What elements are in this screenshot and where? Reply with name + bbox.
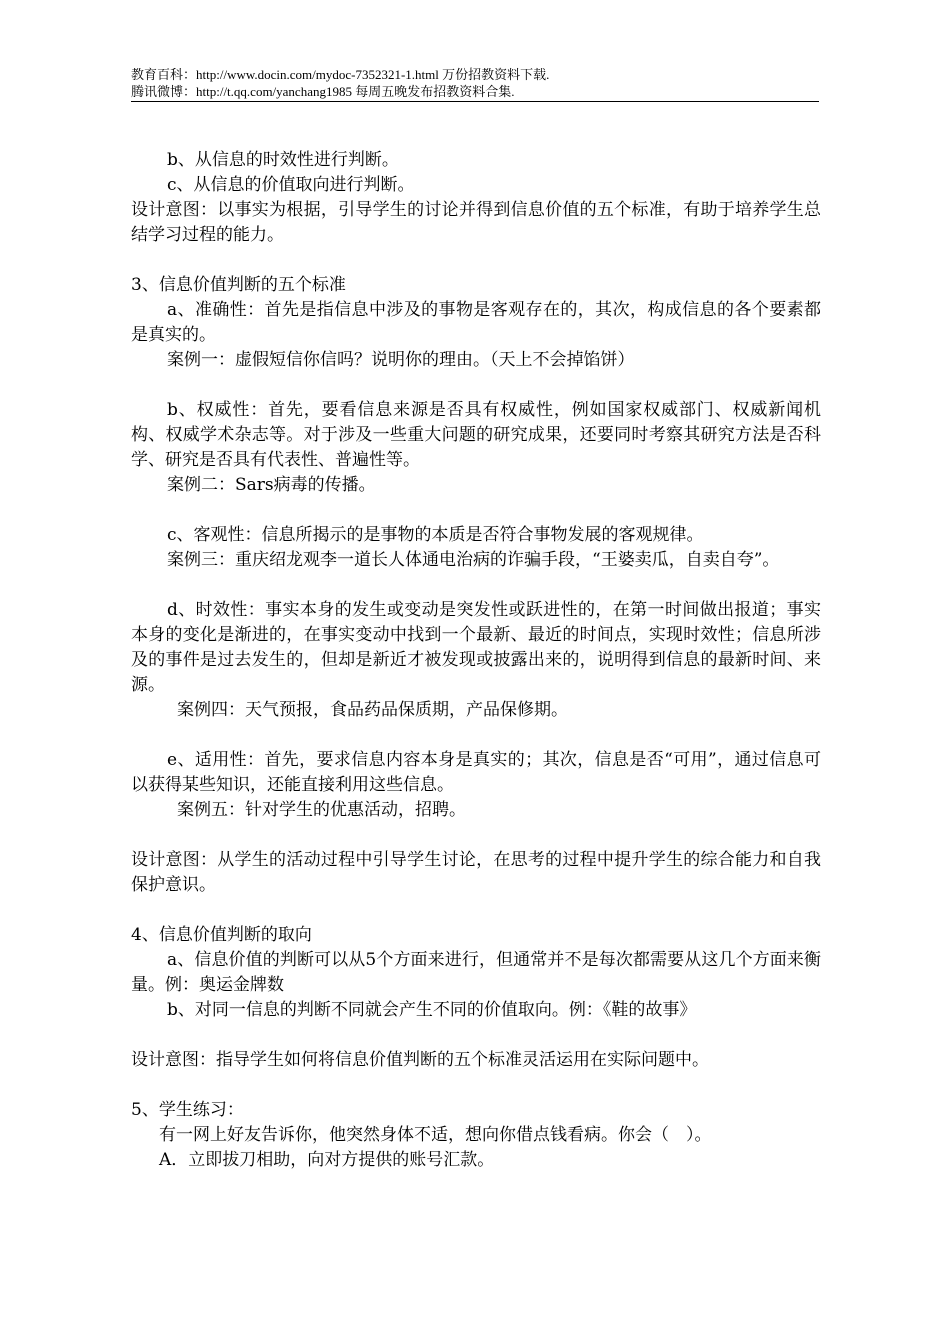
design-intent-2: 设计意图：从学生的活动过程中引导学生讨论，在思考的过程中提升学生的综合能力和自我保护意识。 — [131, 850, 821, 895]
exercise-option-a: A．立即拔刀相助，向对方提供的账号汇款。 — [159, 1150, 495, 1170]
spacer — [131, 573, 821, 598]
section-heading-5: 5、学生练习： — [131, 1100, 244, 1120]
case-3: 案例三：重庆绍龙观李一道长人体通电治病的诈骗手段，“王婆卖瓜，自卖自夸”。 — [167, 550, 780, 570]
header-line-weibo: 腾讯微博：http://t.qq.com/yanchang1985 每周五晚发布招教资料合集. — [131, 83, 515, 99]
criterion-objectivity: c、客观性：信息所揭示的是事物的本质是否符合事物发展的客观规律。 — [167, 525, 704, 545]
spacer — [131, 248, 821, 273]
page-header — [131, 67, 819, 102]
orientation-a: a、信息价值的判断可以从5个方面来进行，但通常并不是每次都需要从这几个方面来衡量。例：奥运金牌数 — [131, 950, 821, 995]
case-4: 案例四：天气预报，食品药品保质期，产品保修期。 — [177, 700, 568, 720]
case-5: 案例五：针对学生的优惠活动，招聘。 — [177, 800, 466, 820]
spacer — [131, 723, 821, 748]
paragraph-timeliness-judgment: b、从信息的时效性进行判断。 — [167, 150, 399, 170]
spacer — [131, 898, 821, 923]
case-1: 案例一：虚假短信你信吗？说明你的理由。（天上不会掉馅饼） — [167, 350, 635, 370]
header-line-docin: 教育百科：http://www.docin.com/mydoc-7352321-1.html 万份招教资料下载. — [131, 67, 550, 82]
exercise-question: 有一网上好友告诉你，他突然身体不适，想向你借点钱看病。你会（ ）。 — [159, 1125, 712, 1145]
orientation-b: b、对同一信息的判断不同就会产生不同的价值取向。例：《鞋的故事》 — [167, 1000, 697, 1020]
spacer — [131, 823, 821, 848]
criterion-accuracy: a、准确性：首先是指信息中涉及的事物是客观存在的，其次，构成信息的各个要素都是真实的。 — [131, 300, 821, 345]
spacer — [131, 1073, 821, 1098]
document-body — [131, 148, 821, 1173]
criterion-applicability: e、适用性：首先，要求信息内容本身是真实的；其次，信息是否“可用”，通过信息可以获得某些知识，还能直接利用这些信息。 — [131, 750, 821, 795]
criterion-authority: b、权威性：首先，要看信息来源是否具有权威性，例如国家权威部门、权威新闻机构、权威学术杂志等。对于涉及一些重大问题的研究成果，还要同时考察其研究方法是否科学、研究是否具有代表性、普遍性等。 — [131, 400, 821, 470]
design-intent-1: 设计意图：以事实为根据，引导学生的讨论并得到信息价值的五个标准，有助于培养学生总结学习过程的能力。 — [131, 200, 821, 245]
criterion-timeliness: d、时效性：事实本身的发生或变动是突发性或跃进性的，在第一时间做出报道；事实本身的变化是渐进的，在事实变动中找到一个最新、最近的时间点，实现时效性；信息所涉及的事件是过去发生的，但却是新近才被发现或披露出来的，说明得到信息的最新时间、来源。 — [131, 600, 821, 695]
spacer — [131, 498, 821, 523]
spacer — [131, 1023, 821, 1048]
case-2: 案例二：Sars病毒的传播。 — [167, 475, 376, 495]
section-heading-3: 3、信息价值判断的五个标准 — [131, 275, 346, 295]
spacer — [131, 373, 821, 398]
section-heading-4: 4、信息价值判断的取向 — [131, 925, 312, 945]
paragraph-value-orientation-judgment: c、从信息的价值取向进行判断。 — [167, 175, 415, 195]
design-intent-3: 设计意图：指导学生如何将信息价值判断的五个标准灵活运用在实际问题中。 — [131, 1050, 709, 1070]
